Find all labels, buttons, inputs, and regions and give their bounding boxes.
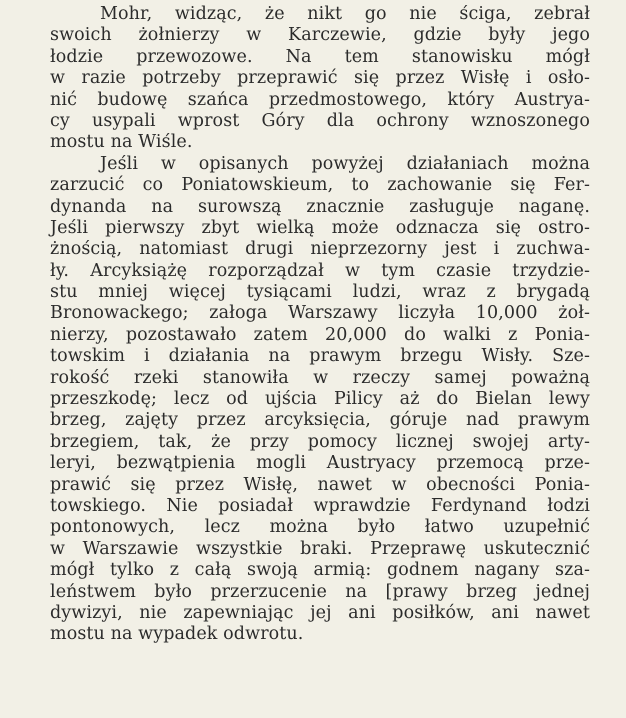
text-line: leństwem było przerzucenie na [prawy brzeg jednej — [50, 581, 590, 602]
text-line: Mohr, widząc, że nikt go nie ściga, zebrał — [100, 4, 590, 24]
text-line: łodzie przewozowe. Na tem stanowisku mógł — [50, 46, 590, 67]
text-line: rokość rzeki stanowiła w rzeczy samej poważną — [50, 367, 590, 388]
text-line: prawić się przez Wisłę, nawet w obecności Ponia- — [50, 474, 590, 495]
text-line: ły. Arcyksiążę rozporządzał w tym czasie trzydzie- — [50, 260, 590, 281]
text-line: mostu na Wiśle. — [50, 132, 193, 153]
text-line: dynanda na surowszą znacznie zasługuje naganę. — [50, 196, 590, 217]
text-line: dywizyi, nie zapewniając jej ani posiłków, ani nawet — [50, 602, 590, 623]
text-line: w razie potrzeby przeprawić się przez Wisłę i osło- — [50, 68, 590, 89]
text-line: żnością, natomiast drugi nieprzezorny jest i zuchwa- — [50, 239, 590, 260]
text-line: Bronowackego; załoga Warszawy liczyła 10,000 żoł- — [50, 303, 590, 324]
text-line: nić budowę szańca przedmostowego, który Austrya- — [50, 89, 590, 110]
text-line: mógł tylko z całą swoją armią: godnem nagany sza- — [50, 560, 590, 581]
text-line: stu mniej więcej tysiącami ludzi, wraz z brygadą — [50, 282, 590, 303]
text-line: brzeg, zajęty przez arcyksięcia, góruje nad prawym — [50, 410, 590, 431]
text-line: cy usypali wprost Góry dla ochrony wznoszonego — [50, 110, 590, 131]
text-line: leryi, bezwątpienia mogli Austryacy przemocą prze- — [50, 453, 590, 474]
text-line: swoich żołnierzy w Karczewie, gdzie były jego — [50, 25, 590, 46]
text-line: towskiego. Nie posiadał wprawdzie Ferdynand łodzi — [50, 495, 590, 516]
text-line: w Warszawie wszystkie braki. Przeprawę uskutecznić — [50, 538, 590, 559]
text-line: przeszkodę; lecz od ujścia Pilicy aż do Bielan lewy — [50, 389, 590, 410]
text-line: nierzy, pozostawało zatem 20,000 do walki z Ponia- — [50, 324, 590, 345]
text-line: brzegiem, tak, że przy pomocy licznej swojej arty- — [50, 431, 590, 452]
text-line: towskim i działania na prawym brzegu Wisły. Sze- — [50, 346, 590, 367]
text-line: zarzucić co Poniatowskieum, to zachowanie się Fer- — [50, 175, 590, 196]
text-body — [50, 4, 590, 646]
text-line: pontonowych, lecz można było łatwo uzupełnić — [50, 517, 590, 538]
text-line: Jeśli pierwszy zbyt wielką może odznacza się ostro- — [50, 217, 590, 238]
text-line: Jeśli w opisanych powyżej działaniach można — [100, 153, 590, 174]
text-line: mostu na wypadek odwrotu. — [50, 624, 304, 645]
